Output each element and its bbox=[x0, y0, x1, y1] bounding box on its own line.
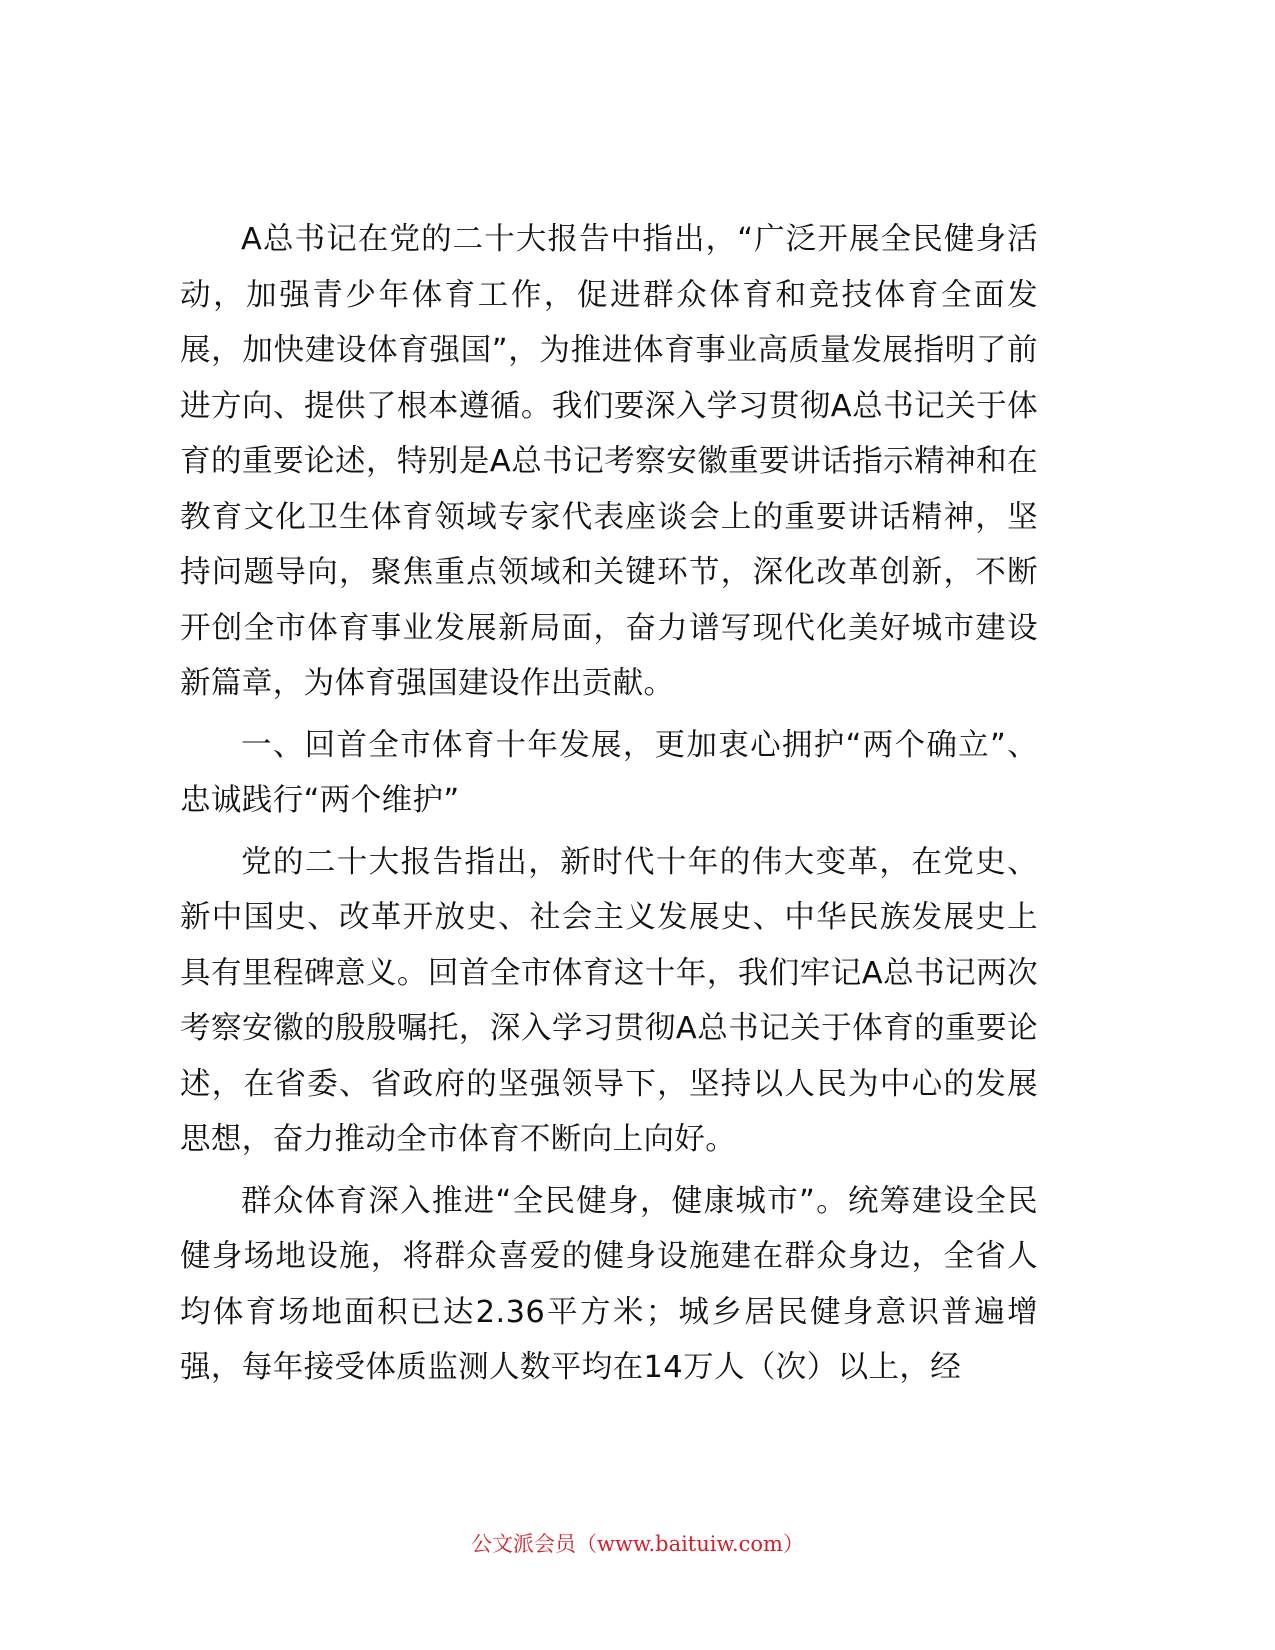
paragraph-intro: A总书记在党的二十大报告中指出，“广泛开展全民健身活动，加强青少年体育工作，促进群众体育和竞技体育全面发展，加快建设体育强国”，为推进体育事业高质量发展指明了前进方向、提供了根本遵循。我们要深入学习贯彻A总书记关于体育的重要论述，特别是A总书记考察安徽重要讲话指示精神和在教育文化卫生体育领域专家代表座谈会上的重要讲话精神，坚持问题导向，聚焦重点领域和关键环节，深化改革创新，不断开创全市体育事业发展新局面，奋力谱写现代化美好城市建设新篇章，为体育强国建设作出贡献。 bbox=[180, 222, 1038, 701]
paragraph-mass-sports: 群众体育深入推进“全民健身，健康城市”。统筹建设全民健身场地设施，将群众喜爱的健身设施建在群众身边，全省人均体育场地面积已达2.36平方米；城乡居民健身意识普遍增强，每年接受体质监测人数平均在14万人（次）以上，经 bbox=[180, 1183, 1038, 1385]
paragraph-decade-review: 党的二十大报告指出，新时代十年的伟大变革，在党史、新中国史、改革开放史、社会主义发展史、中华民族发展史上具有里程碑意义。回首全市体育这十年，我们牢记A总书记两次考察安徽的殷殷嘱托，深入学习贯彻A总书记关于体育的重要论述，在省委、省政府的坚强领导下，坚持以人民为中心的发展思想，奋力推动全市体育不断向上向好。 bbox=[180, 844, 1038, 1157]
footer-watermark: 公文派会员（www.baituiw.com） bbox=[471, 1532, 804, 1556]
section-heading: 一、回首全市体育十年发展，更加衷心拥护“两个确立”、忠诚践行“两个维护” bbox=[180, 727, 1038, 818]
document-body bbox=[180, 212, 1038, 1402]
